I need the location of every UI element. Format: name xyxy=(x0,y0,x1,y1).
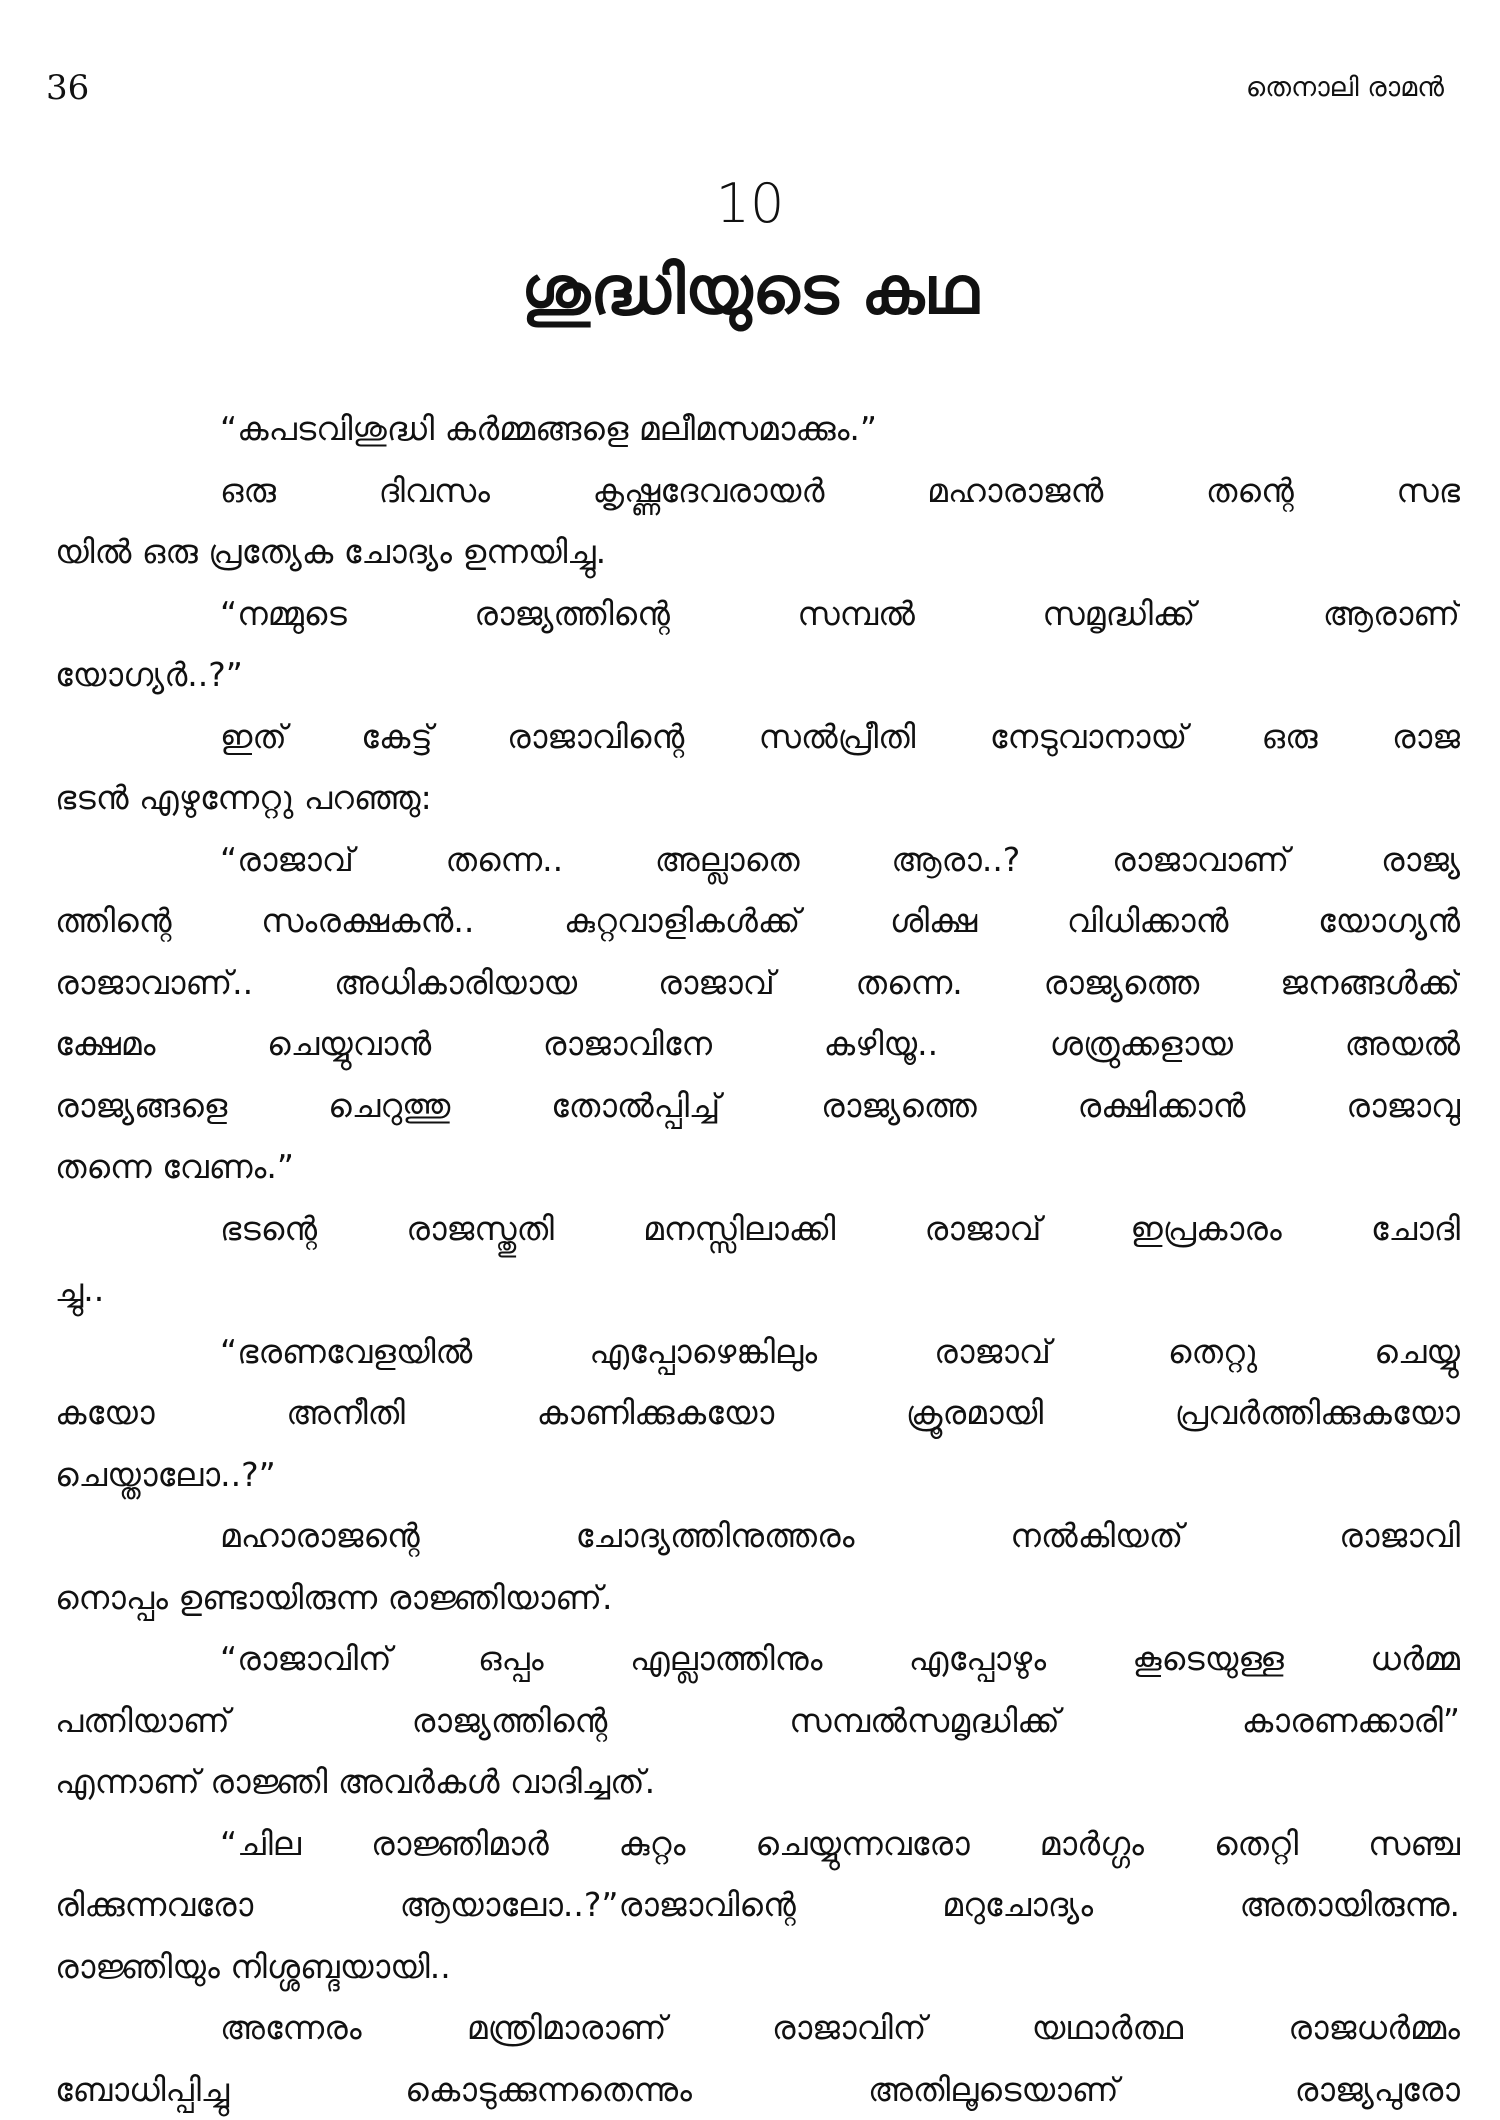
text-line: “ഭരണവേളയിൽ എപ്പോഴെങ്കിലും രാജാവ് തെറ്റു ചെയ്യു xyxy=(55,1321,1460,1383)
chapter-title: ശുദ്ധിയുടെ കഥ xyxy=(0,252,1500,331)
text-line: ഭടന്റെ രാജസ്തുതി മനസ്സിലാക്കി രാജാവ് ഇപ്രകാരം ചോദി xyxy=(55,1198,1460,1260)
text-line: അന്നേരം മന്ത്രിമാരാണ് രാജാവിന് യഥാർത്ഥ രാജധർമ്മം xyxy=(55,1997,1460,2059)
text-line: രിക്കുന്നവരോ ആയാലോ..?”രാജാവിന്റെ മറുചോദ്യം അതായിരുന്നു. xyxy=(55,1874,1460,1936)
text-line: രാജാവാണ്.. അധികാരിയായ രാജാവ് തന്നെ. രാജ്യത്തെ ജനങ്ങൾക്ക് xyxy=(55,952,1460,1014)
text-line: ചെയ്താലോ..?” xyxy=(55,1444,1460,1506)
text-line: ഭടൻ എഴുന്നേറ്റു പറഞ്ഞു: xyxy=(55,767,1460,829)
chapter-number: 10 xyxy=(0,172,1500,235)
text-line: രാജ്യങ്ങളെ ചെറുത്തു തോൽപ്പിച്ച് രാജ്യത്തെ രക്ഷിക്കാൻ രാജാവു xyxy=(55,1075,1460,1137)
text-line: ഇത് കേട്ട് രാജാവിന്റെ സൽപ്രീതി നേടുവാനായ് ഒരു രാജ xyxy=(55,706,1460,768)
page-number: 36 xyxy=(46,68,89,108)
text-line: എന്നാണ് രാജ്ഞി അവർകൾ വാദിച്ചത്. xyxy=(55,1751,1460,1813)
text-line: “കപടവിശുദ്ധി കർമ്മങ്ങളെ മലീമസമാക്കും.” xyxy=(55,398,1460,460)
text-line: “രാജാവ് തന്നെ.. അല്ലാതെ ആരാ..? രാജാവാണ് രാജ്യ xyxy=(55,829,1460,891)
text-line: ബോധിപ്പിച്ചു കൊടുക്കുന്നതെന്നും അതിലൂടെയാണ് രാജ്യപുരോ xyxy=(55,2059,1460,2120)
text-line: പത്നിയാണ് രാജ്യത്തിന്റെ സമ്പൽസമൃദ്ധിക്ക് കാരണക്കാരി” xyxy=(55,1690,1460,1752)
text-line: ത്തിന്റെ സംരക്ഷകൻ.. കുറ്റവാളികൾക്ക് ശിക്ഷ വിധിക്കാൻ യോഗ്യൻ xyxy=(55,890,1460,952)
text-line: ച്ചു.. xyxy=(55,1259,1460,1321)
text-line: ക്ഷേമം ചെയ്യുവാൻ രാജാവിനേ കഴിയൂ.. ശത്രുക്കളായ അയൽ xyxy=(55,1013,1460,1075)
text-line: തന്നെ വേണം.” xyxy=(55,1136,1460,1198)
text-line: യോഗ്യർ..?” xyxy=(55,644,1460,706)
running-title: തെനാലി രാമൻ xyxy=(1246,72,1444,104)
text-line: ഒരു ദിവസം കൃഷ്ണദേവരായർ മഹാരാജൻ തന്റെ സഭ xyxy=(55,460,1460,522)
text-line: നൊപ്പം ഉണ്ടായിരുന്ന രാജ്ഞിയാണ്. xyxy=(55,1567,1460,1629)
text-line: രാജ്ഞിയും നിശ്ശബ്ദയായി.. xyxy=(55,1936,1460,1998)
text-line: “നമ്മുടെ രാജ്യത്തിന്റെ സമ്പൽ സമൃദ്ധിക്ക് ആരാണ് xyxy=(55,583,1460,645)
text-line: കയോ അനീതി കാണിക്കുകയോ ക്രൂരമായി പ്രവർത്തിക്കുകയോ xyxy=(55,1382,1460,1444)
text-line: യിൽ ഒരു പ്രത്യേക ചോദ്യം ഉന്നയിച്ചു. xyxy=(55,521,1460,583)
body-text xyxy=(55,398,1460,2120)
text-line: “ചില രാജ്ഞിമാർ കുറ്റം ചെയ്യുന്നവരോ മാർഗ്ഗം തെറ്റി സഞ്ച xyxy=(55,1813,1460,1875)
text-line: “രാജാവിന് ഒപ്പം എല്ലാത്തിനും എപ്പോഴും കൂടെയുള്ള ധർമ്മ xyxy=(55,1628,1460,1690)
text-line: മഹാരാജന്റെ ചോദ്യത്തിനുത്തരം നൽകിയത് രാജാവി xyxy=(55,1505,1460,1567)
